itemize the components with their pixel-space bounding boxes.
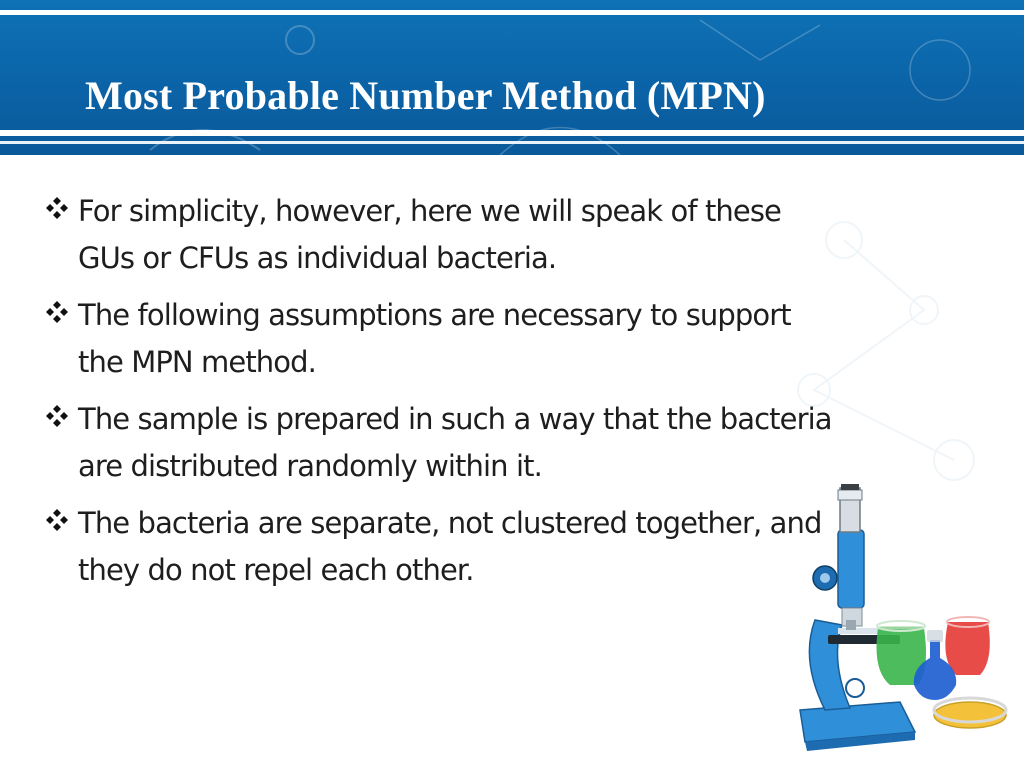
bullet-item (44, 500, 834, 594)
bullet-list (44, 188, 834, 604)
bullet-item (44, 188, 834, 282)
header-bottom-stripe-thin (0, 141, 1024, 144)
red-flask-icon (945, 617, 989, 675)
microscope-and-flasks-icon (780, 470, 1024, 768)
petri-dish-icon (934, 698, 1006, 728)
diamond-bullet-icon (44, 299, 70, 325)
title-band (0, 0, 1024, 155)
bullet-text: The bacteria are separate, not clustered together, and they do not repel each other. (78, 506, 822, 587)
diamond-bullet-icon (44, 195, 70, 221)
bullet-item (44, 292, 834, 386)
bullet-text: For simplicity, however, here we will speak of these GUs or CFUs as individual bacteria. (78, 194, 781, 275)
microscope-icon (800, 484, 915, 751)
bullet-text: The following assumptions are necessary to support the MPN method. (78, 298, 791, 379)
bullet-item (44, 396, 834, 490)
diamond-bullet-icon (44, 507, 70, 533)
bullet-text: The sample is prepared in such a way that the bacteria are distributed randomly within it. (78, 402, 832, 483)
header-bottom-stripe (0, 130, 1024, 136)
slide-title: Most Probable Number Method (MPN) (85, 73, 766, 118)
diamond-bullet-icon (44, 403, 70, 429)
